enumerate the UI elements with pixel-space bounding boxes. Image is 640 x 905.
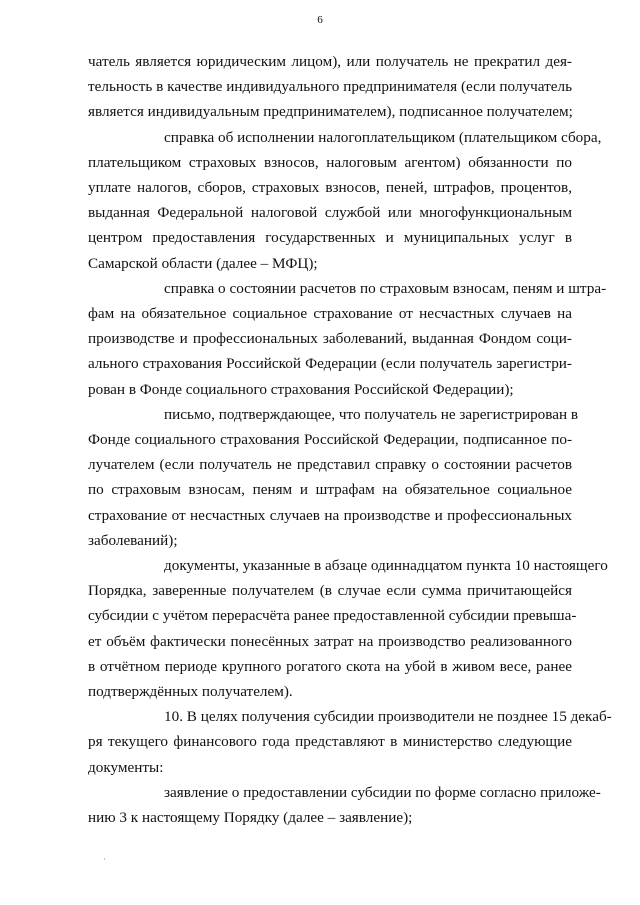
text-line: Фонде социального страхования Российской Федерации, подписанное по-: [88, 431, 572, 449]
text-line: ет объём фактически понесённых затрат на производство реализованного: [88, 632, 572, 650]
text-line: чатель является юридическим лицом), или получатель не прекратил дея-: [88, 53, 572, 70]
text-line: Самарской области (далее – МФЦ);: [88, 254, 318, 272]
text-line: заболеваний);: [88, 531, 178, 549]
text-line: ря текущего финансового года представляют в министерство следующие: [88, 733, 572, 751]
text-line: заявление о предоставлении субсидии по форме согласно приложе-: [164, 783, 601, 801]
paragraph-insurance-certificate: [88, 276, 607, 402]
text-line: фам на обязательное социальное страхование от несчастных случаев на: [88, 305, 572, 323]
page-number: 6: [317, 14, 323, 26]
text-line: субсидии с учётом перерасчёта ранее предоставленной субсидии превыша-: [88, 607, 577, 625]
text-line: документы, указанные в абзаце одиннадцатом пункта 10 настоящего: [164, 557, 608, 575]
paragraph-item-10: [88, 704, 612, 780]
text-line: справка об исполнении налогоплательщиком (плательщиком сбора,: [164, 128, 602, 146]
text-line: справка о состоянии расчетов по страховым взносам, пеням и штра-: [164, 279, 607, 297]
text-line: Порядка, заверенные получателем (в случае если сумма причитающейся: [88, 582, 572, 600]
text-line: является индивидуальным предпринимателем), подписанное получателем;: [88, 103, 573, 121]
text-line: по страховым взносам, пеням и штрафам на обязательное социальное: [88, 481, 572, 499]
text-line: в отчётном периоде крупного рогатого скота на убой в живом весе, ранее: [88, 657, 572, 675]
text-line: документы:: [88, 758, 164, 776]
text-line: подтверждённых получателем).: [88, 683, 293, 701]
paragraph-continuation: [88, 49, 572, 125]
text-line: уплате налогов, сборов, страховых взносов, пеней, штрафов, процентов,: [88, 179, 572, 197]
text-line: производстве и профессиональных заболеваний, выданная Фондом соци-: [88, 330, 572, 348]
paragraph-documents-recalculation: [88, 553, 608, 704]
text-line: выданная Федеральной налоговой службой или многофункциональным: [88, 204, 572, 222]
text-line: 10. В целях получения субсидии производители не позднее 15 декаб-: [164, 708, 612, 726]
text-line: рован в Фонде социального страхования Российской Федерации);: [88, 380, 514, 398]
text-line: тельность в качестве индивидуального предпринимателя (если получатель: [88, 78, 572, 96]
text-line: страхование от несчастных случаев на производстве и профессиональных: [88, 506, 572, 524]
document-body: [88, 49, 612, 830]
paragraph-application: [88, 780, 601, 830]
text-line: ального страхования Российской Федерации (если получатель зарегистри-: [88, 355, 572, 373]
paragraph-tax-certificate: [88, 125, 602, 276]
text-line: письмо, подтверждающее, что получатель не зарегистрирован в: [164, 405, 579, 423]
text-line: центром предоставления государственных и муниципальных услуг в: [88, 229, 572, 247]
scan-speck: ·: [103, 854, 106, 864]
text-line: нию 3 к настоящему Порядку (далее – заявление);: [88, 809, 413, 827]
text-line: плательщиком страховых взносов, налоговым агентом) обязанности по: [88, 153, 572, 171]
paragraph-letter-not-registered: [88, 402, 579, 553]
text-line: лучателем (если получатель не представил справку о состоянии расчетов: [88, 456, 572, 474]
